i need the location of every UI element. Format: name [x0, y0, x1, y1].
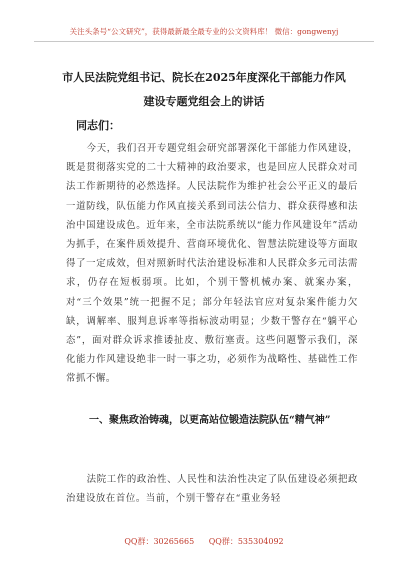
salutation: 同志们：: [76, 119, 120, 132]
document-title-line-1: 市人民法院党组书记、院长在2025年度深化干部能力作风: [62, 71, 346, 84]
header-banner: 关注头条号“公文研究”，获得最新最全最专业的公文资料库！ 微信：gongwenyj: [69, 27, 339, 36]
body-paragraph: 法院工作的政治性、人民性和法治性决定了队伍建设必须把政治建设放在首位。当前，个别干警存在“重业务轻: [66, 474, 358, 505]
footer-qq-group-1: QQ群：30265665: [124, 537, 195, 546]
header-divider: [34, 41, 374, 42]
document-title: [50, 66, 358, 114]
footer-contact: [0, 536, 408, 547]
body-paragraph: 今天，我们召开专题党组会研究部署深化干部能力作风建设，既是贯彻落实党的二十大精神的政治要求，也是回应人民群众对司法工作新期待的必然选择。人民法院作为维护社会公平正义的最后一道防线，队伍能力作风直接关系到司法公信力、群众获得感和法治中国建设成色。近年来，全市法院系统以“能力作风建设年”活动为抓手，在案件质效提升、营商环境优化、智慧法院建设等方面取得了一定成效，但对照新时代法治建设标准和人民群众多元司法需求，仍存在短板弱项。比如，个别干警机械办案、就案办案，对“三个效果”统一把握不足；部分年轻法官应对复杂案件能力欠缺，调解率、服判息诉率等指标波动明显；少数干警存在“躺平心态”，面对群众诉求推诿扯皮、敷衍塞责。这些问题警示我们，深化能力作风建设绝非一时一事之功，必须作为战略性、基础性工作常抓不懈。: [66, 143, 358, 385]
section-heading: 一、聚焦政治铸魂，以更高站位锻造法院队伍“精气神”: [89, 415, 331, 426]
document-title-line-2: 建设专题党组会上的讲话: [143, 95, 265, 108]
footer-qq-group-2: QQ群：535304092: [208, 537, 284, 546]
